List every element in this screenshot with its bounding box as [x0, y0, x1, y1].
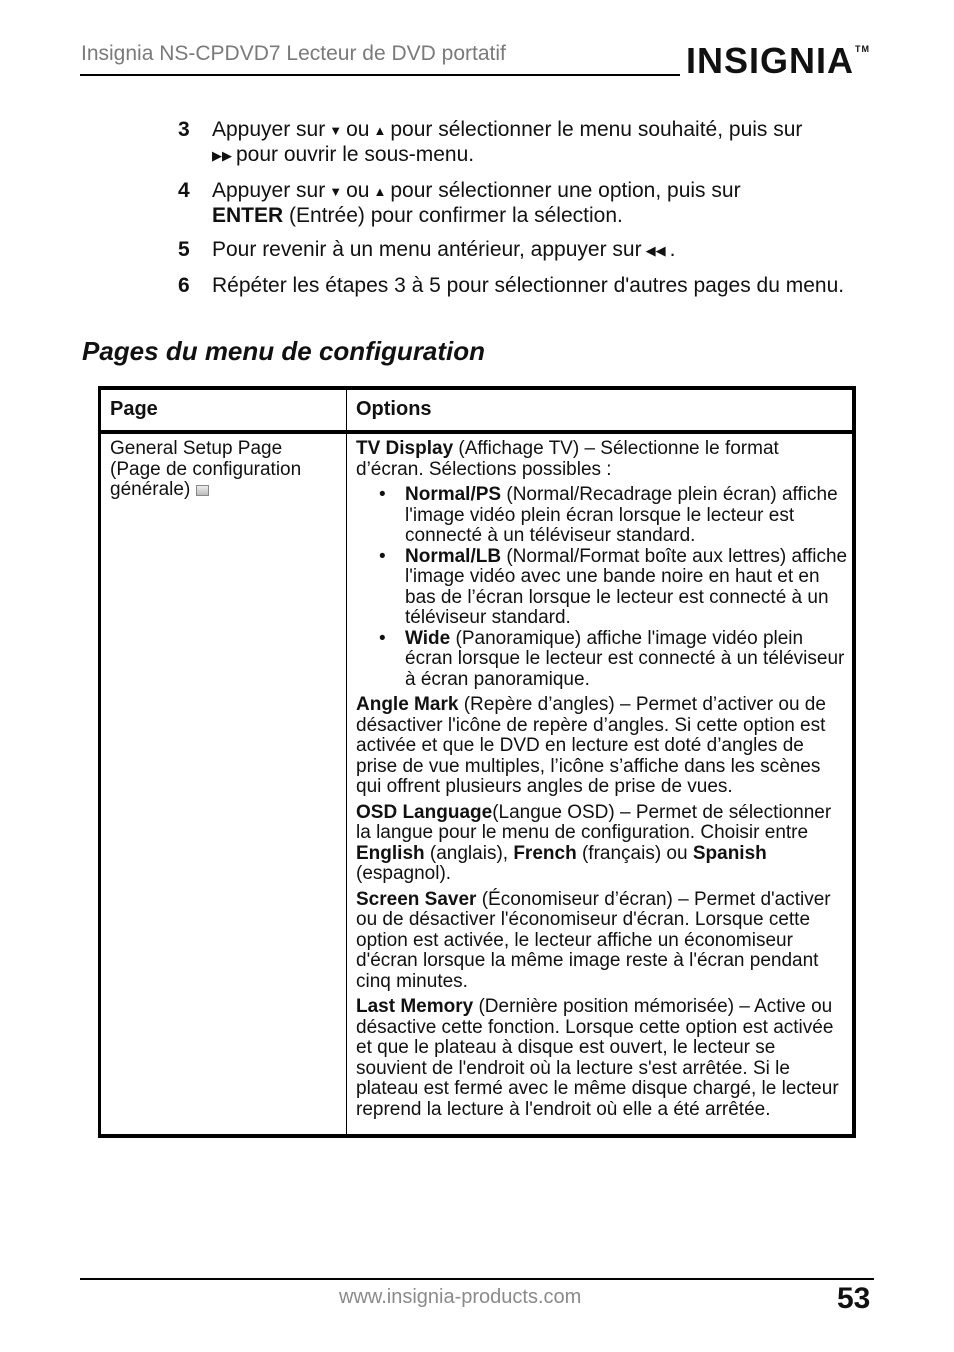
- rewind-icon: ◀◀: [645, 243, 666, 258]
- insignia-logo: [686, 40, 870, 82]
- step-number: 5: [178, 238, 190, 261]
- enter-key-label: ENTER: [212, 204, 284, 227]
- step-4: [178, 179, 878, 227]
- header-title: Insignia NS-CPDVD7 Lecteur de DVD portatif: [81, 42, 506, 65]
- list-item: [356, 485, 850, 547]
- item-text: (Panoramique) affiche l'image vidéo plein écran lorsque le lecteur est connecté à un téléviseur à écran panoramique.: [405, 627, 845, 690]
- option-label: TV Display: [356, 438, 454, 459]
- option-label: Last Memory: [356, 996, 474, 1017]
- step-6: [178, 274, 878, 297]
- step-text: Appuyer sur: [212, 179, 326, 202]
- option-text: (français) ou: [576, 842, 693, 864]
- column-divider: [346, 390, 347, 1134]
- page-name: General Setup Page (Page de configuration générale): [110, 438, 302, 500]
- option-text: (Économiseur d’écran) – Permet d'activer ou de désactiver l'économiseur d'écran. Lorsque cette option est activée, le lecteur affiche un économiseur d'écran lorsque la même image reste à l'écran pendant cinq minutes.: [356, 888, 831, 992]
- footer-rule: [80, 1278, 874, 1280]
- table-header-row: [101, 390, 852, 434]
- item-label: Wide: [405, 627, 451, 649]
- language-french: French: [513, 842, 577, 864]
- language-english: English: [356, 842, 425, 864]
- option-text: (Repère d’angles) – Permet d’activer ou de désactiver l'icône de repère d’angles. Si cette option est activée et que le DVD en lecture est doté d’angles de prise de vue multiples, l’icône s’affiche dans les scènes qui offrent plusieurs angles de prise de vues.: [356, 694, 826, 797]
- step-text: pour sélectionner le menu souhaité, puis sur: [390, 118, 803, 141]
- table-cell-page: [110, 439, 335, 501]
- table-cell-options: [356, 439, 850, 1125]
- option-text: (Affichage TV) – Sélectionne le format d’écran. Sélections possibles :: [356, 438, 779, 480]
- item-label: Normal/LB: [405, 545, 502, 567]
- option-text: (Langue OSD) – Permet de sélectionner la langue pour le menu de configuration. Choisir entre: [356, 801, 832, 843]
- item-label: Normal/PS: [405, 484, 502, 505]
- option-screen-saver: [356, 890, 850, 993]
- logo-tm: TM: [855, 44, 871, 54]
- header-rule: [80, 74, 680, 76]
- step-number: 6: [178, 274, 190, 297]
- option-angle-mark: [356, 695, 850, 798]
- down-arrow-icon: ▼: [329, 184, 343, 199]
- config-pages-table: [98, 386, 856, 1138]
- page-number: 53: [837, 1282, 871, 1315]
- option-text: (espagnol).: [356, 863, 452, 884]
- down-arrow-icon: ▼: [329, 123, 343, 138]
- column-header-options: Options: [356, 398, 432, 420]
- tv-display-list: [356, 485, 850, 690]
- column-header-page: Page: [110, 398, 158, 420]
- step-text: Pour revenir à un menu antérieur, appuyer sur: [212, 238, 642, 261]
- step-text: .: [669, 238, 676, 261]
- option-osd-language: [356, 803, 850, 885]
- list-item: [356, 629, 850, 691]
- step-number: 4: [178, 179, 190, 202]
- option-label: OSD Language: [356, 801, 493, 823]
- step-text: ou: [346, 179, 370, 202]
- item-text: (Normal/Format boîte aux lettres) affiche l'image vidéo avec une bande noire en haut et en bas de l’écran lorsque le lecteur est connecté à un téléviseur standard.: [405, 545, 848, 628]
- list-item: [356, 547, 850, 629]
- footer-url: www.insignia-products.com: [339, 1286, 582, 1308]
- step-text: Appuyer sur: [212, 118, 326, 141]
- up-arrow-icon: ▲: [373, 123, 387, 138]
- step-text: Répéter les étapes 3 à 5 pour sélectionner d'autres pages du menu.: [212, 274, 845, 297]
- item-text: (Normal/Recadrage plein écran) affiche l'image vidéo plein écran lorsque le lecteur est connecté à un téléviseur standard.: [405, 484, 838, 546]
- step-list: [178, 118, 878, 308]
- section-title: Pages du menu de configuration: [82, 336, 486, 366]
- option-label: Screen Saver: [356, 888, 477, 910]
- step-text: pour ouvrir le sous-menu.: [236, 143, 475, 166]
- option-text: (Dernière position mémorisée) – Active ou désactive cette fonction. Lorsque cette option est activée et que le plateau à disque est ouvert, le lecteur se souvient de l'endroit où la lecture s'est arrêtée. Si le plateau est fermé avec le même disque chargé, le lecteur reprend la lecture à l'endroit où elle a été arrêtée.: [356, 996, 839, 1120]
- option-label: Angle Mark: [356, 694, 459, 715]
- language-spanish: Spanish: [692, 842, 767, 864]
- up-arrow-icon: ▲: [373, 184, 387, 199]
- option-last-memory: [356, 997, 850, 1120]
- option-tv-display: [356, 439, 850, 480]
- step-3: [178, 118, 878, 168]
- logo-text: INSIGNIA: [686, 40, 855, 81]
- step-5: [178, 238, 878, 263]
- fast-forward-icon: ▶▶: [212, 148, 232, 163]
- option-text: (anglais),: [424, 842, 514, 864]
- step-text: pour sélectionner une option, puis sur: [390, 179, 741, 202]
- step-text: ou: [346, 118, 370, 141]
- step-number: 3: [178, 118, 190, 141]
- setup-page-icon: [196, 485, 209, 496]
- step-text: (Entrée) pour confirmer la sélection.: [289, 204, 623, 227]
